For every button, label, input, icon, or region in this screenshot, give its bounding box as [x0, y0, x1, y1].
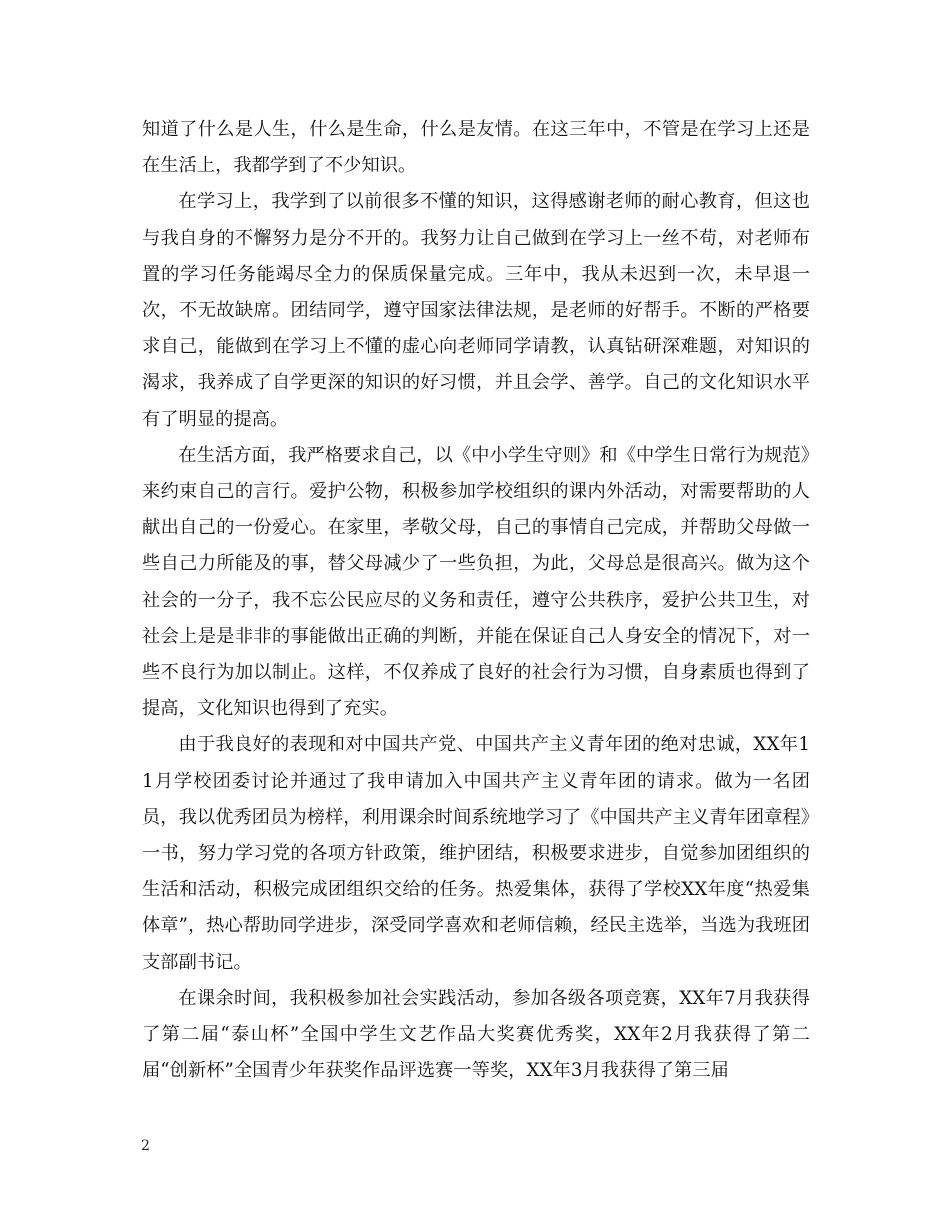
paragraph-4: 由于我良好的表现和对中国共产党、中国共产主义青年团的绝对忠诚，XX年11月学校团委讨论并通过了我申请加入中国共产主义青年团的请求。做为一名团员，我以优秀团员为榜样，利用课余时间系统地学习了《中国共产主义青年团章程》一书，努力学习党的各项方针政策，维护团结，积极要求进步，自觉参加团组织的生活和活动，积极完成团组织交给的任务。热爱集体，获得了学校XX年度“热爱集体章”，热心帮助同学进步，深受同学喜欢和老师信赖，经民主选举，当选为我班团支部副书记。: [142, 734, 810, 973]
paragraph-5: 在课余时间，我积极参加社会实践活动，参加各级各项竞赛，XX年7月我获得了第二届“泰山杯”全国中学生文艺作品大奖赛优秀奖，XX年2月我获得了第二届“创新杯”全国青少年获奖作品评选赛一等奖，XX年3月我获得了第三届: [142, 987, 810, 1082]
body-text: [142, 112, 810, 1089]
page-number: 2: [141, 1138, 150, 1154]
paragraph-2: 在学习上，我学到了以前很多不懂的知识，这得感谢老师的耐心教育，但这也与我自身的不懈努力是分不开的。我努力让自己做到在学习上一丝不苟，对老师布置的学习任务能竭尽全力的保质保量完成。三年中，我从未迟到一次，未早退一次，不无故缺席。团结同学，遵守国家法律法规，是老师的好帮手。不断的严格要求自己，能做到在学习上不懂的虚心向老师同学请教，认真钻研深难题，对知识的渴求，我养成了自学更深的知识的好习惯，并且会学、善学。自己的文化知识水平有了明显的提高。: [142, 191, 810, 430]
paragraph-3: 在生活方面，我严格要求自己，以《中小学生守则》和《中学生日常行为规范》来约束自己的言行。爱护公物，积极参加学校组织的课内外活动，对需要帮助的人献出自己的一份爱心。在家里，孝敬父母，自己的事情自己完成，并帮助父母做一些自己力所能及的事，替父母减少了一些负担，为此，父母总是很高兴。做为这个社会的一分子，我不忘公民应尽的义务和责任，遵守公共秩序，爱护公共卫生，对社会上是是非非的事能做出正确的判断，并能在保证自己人身安全的情况下，对一些不良行为加以制止。这样，不仅养成了良好的社会行为习惯，自身素质也得到了提高，文化知识也得到了充实。: [142, 444, 810, 720]
paragraph-1: 知道了什么是人生，什么是生命，什么是友情。在这三年中，不管是在学习上还是在生活上，我都学到了不少知识。: [142, 119, 810, 177]
